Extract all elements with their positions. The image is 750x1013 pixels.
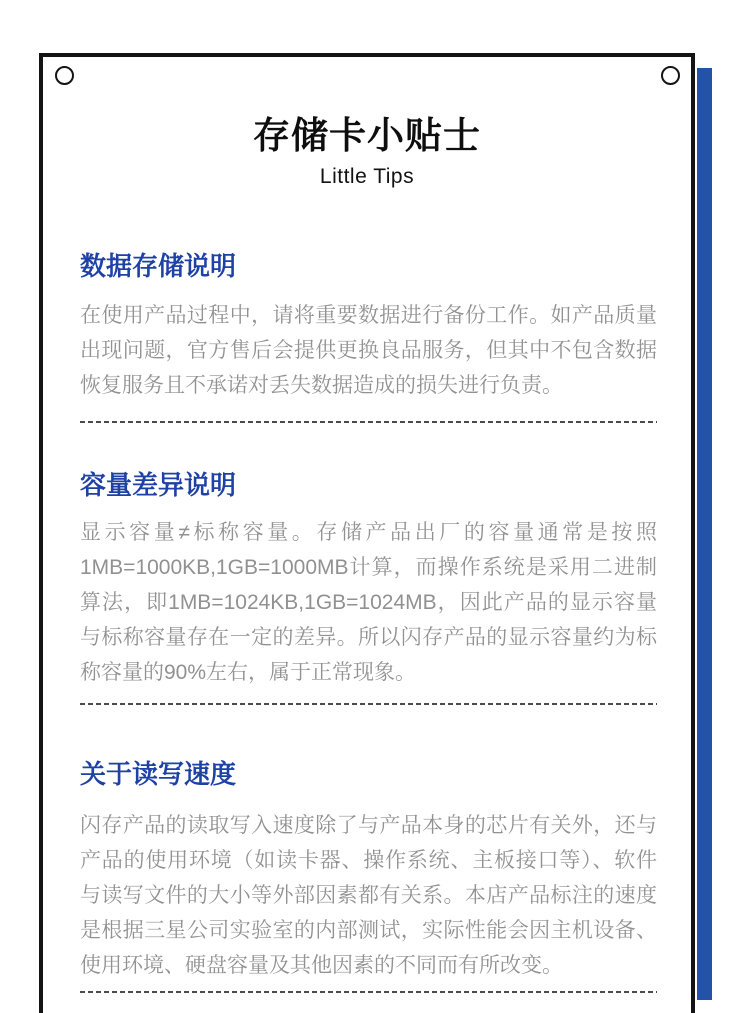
section-body-data-storage: 在使用产品过程中，请将重要数据进行备份工作。如产品质量出现问题，官方售后会提供更换良品服务，但其中不包含数据恢复服务且不承诺对丢失数据造成的损失进行负责。 [80,304,657,397]
page-title: 存储卡小贴士 [253,115,481,156]
section-body-read-write-speed: 闪存产品的读取写入速度除了与产品本身的芯片有关外，还与产品的使用环境（如读卡器、操作系统、主板接口等）、软件与读写文件的大小等外部因素都有关系。本店产品标注的速度是根据三星公司实验室的内部测试，实际性能会因主机设备、使用环境、硬盘容量及其他因素的不同而有所改变。 [80,814,657,977]
dashed-divider [80,421,657,423]
section-body-capacity-difference: 显示容量≠标称容量。存储产品出厂的容量通常是按照1MB=1000KB,1GB=1000MB计算，而操作系统是采用二进制算法，即1MB=1024KB,1GB=1024MB，因此产品的显示容量与标称容量存在一定的差异。所以闪存产品的显示容量约为标称容量的90%左右，属于正常现象。 [80,521,657,684]
section-heading-capacity-difference: 容量差异说明 [80,470,237,500]
dashed-divider [80,991,657,993]
punch-hole-right-icon [661,66,680,85]
punch-hole-left-icon [55,66,74,85]
page-subtitle: Little Tips [319,165,415,188]
blue-accent-bar [697,68,712,1000]
section-heading-read-write-speed: 关于读写速度 [80,759,237,789]
dashed-divider [80,703,657,705]
section-heading-data-storage: 数据存储说明 [80,251,237,281]
